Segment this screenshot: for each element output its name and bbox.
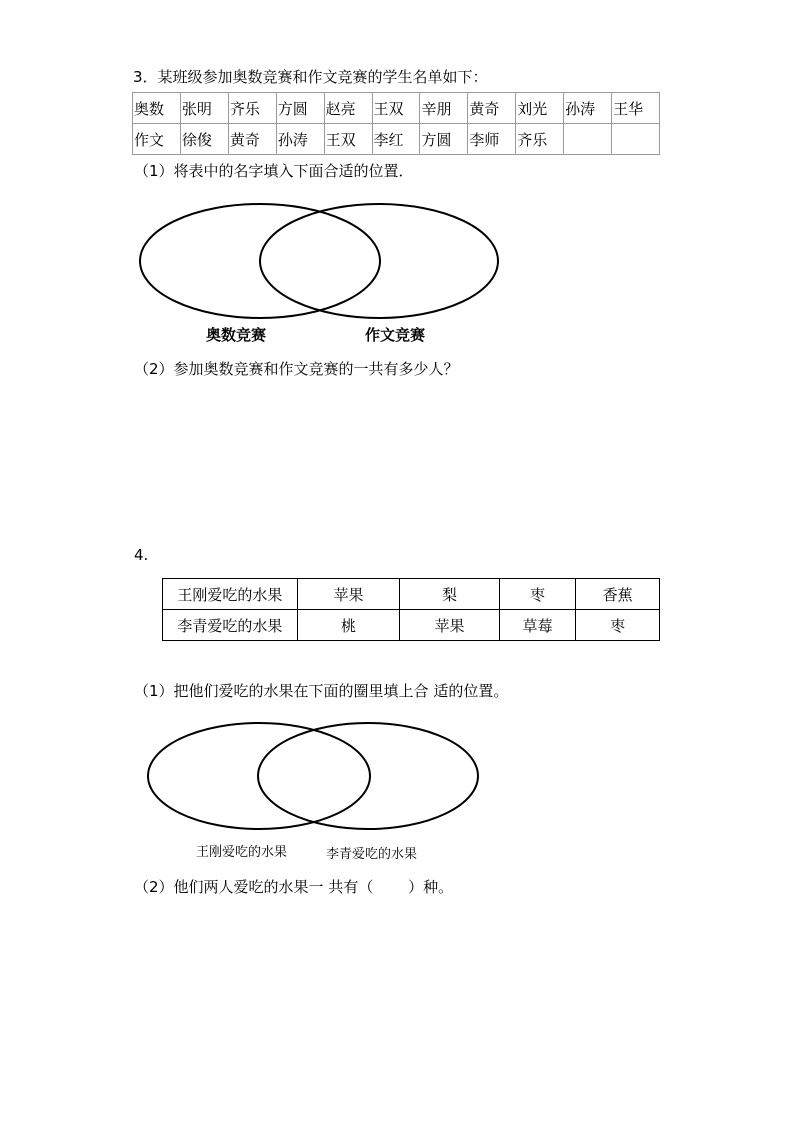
q4-part1: （1）把他们爱吃的水果在下面的圈里填上合 适的位置。 bbox=[134, 682, 509, 700]
table-cell: 辛朋 bbox=[420, 93, 468, 124]
venn-right-circle bbox=[258, 723, 478, 829]
q3-title: 3．某班级参加奥数竞赛和作文竞赛的学生名单如下： bbox=[133, 68, 488, 86]
q3-part1: （1）将表中的名字填入下面合适的位置． bbox=[134, 162, 414, 180]
table-cell: 孙涛 bbox=[564, 93, 612, 124]
table-cell: 苹果 bbox=[297, 579, 399, 610]
table-cell: 李红 bbox=[372, 124, 420, 155]
table-cell: 李青爱吃的水果 bbox=[163, 610, 298, 641]
table-cell: 黄奇 bbox=[228, 124, 276, 155]
table-cell: 苹果 bbox=[400, 610, 499, 641]
q3-part2: （2）参加奥数竞赛和作文竞赛的一共有多少人？ bbox=[134, 360, 459, 378]
table-cell: 齐乐 bbox=[228, 93, 276, 124]
table-cell: 奥数 bbox=[133, 93, 181, 124]
table-cell: 王双 bbox=[324, 124, 372, 155]
table-cell: 桃 bbox=[297, 610, 399, 641]
table-cell: 枣 bbox=[499, 579, 576, 610]
venn-left-label: 王刚爱吃的水果 bbox=[196, 845, 288, 860]
table-cell: 王刚爱吃的水果 bbox=[163, 579, 298, 610]
table-cell: 赵亮 bbox=[324, 93, 372, 124]
table-cell: 黄奇 bbox=[468, 93, 516, 124]
table-cell: 草莓 bbox=[499, 610, 576, 641]
table-cell: 作文 bbox=[133, 124, 181, 155]
venn-right-label: 作文竞赛 bbox=[365, 326, 426, 344]
table-cell: 枣 bbox=[576, 610, 660, 641]
table-cell: 方圆 bbox=[276, 93, 324, 124]
table-cell: 梨 bbox=[400, 579, 499, 610]
table-cell: 张明 bbox=[180, 93, 228, 124]
venn-left-label: 奥数竞赛 bbox=[206, 326, 267, 344]
table-cell: 方圆 bbox=[420, 124, 468, 155]
table-cell: 徐俊 bbox=[180, 124, 228, 155]
venn-right-label: 李青爱吃的水果 bbox=[326, 847, 418, 862]
table-cell: 李师 bbox=[468, 124, 516, 155]
q4-number: 4. bbox=[134, 546, 149, 564]
table-cell: 王华 bbox=[612, 93, 660, 124]
table-cell: 孙涛 bbox=[276, 124, 324, 155]
table-cell: 香蕉 bbox=[576, 579, 660, 610]
q4-part2: （2）他们两人爱吃的水果一 共有（ ）种。 bbox=[134, 878, 454, 896]
table-cell: 齐乐 bbox=[516, 124, 564, 155]
table-cell: 王双 bbox=[372, 93, 420, 124]
table-cell: 刘光 bbox=[516, 93, 564, 124]
